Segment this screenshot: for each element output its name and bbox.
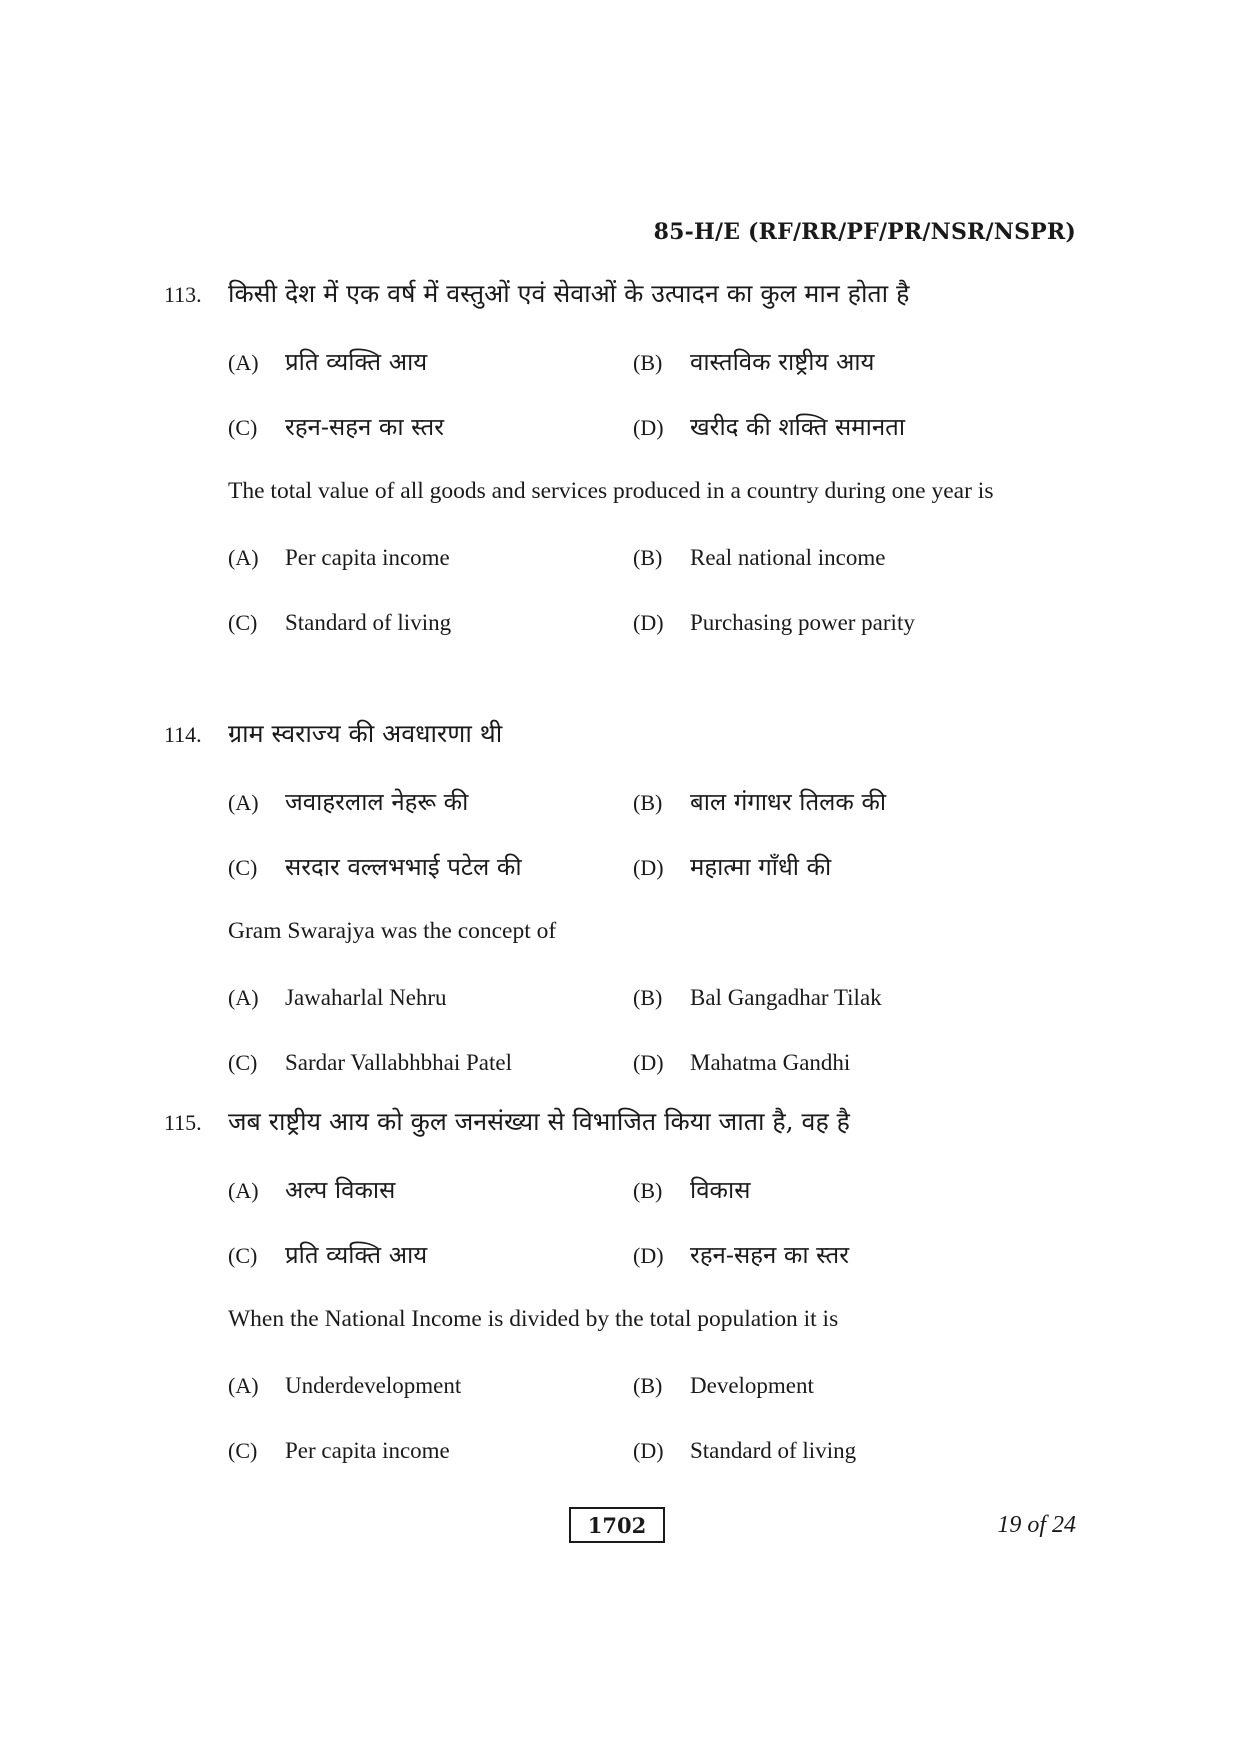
question-number: 115. bbox=[164, 1110, 202, 1135]
question-114 bbox=[164, 716, 1084, 1095]
option-b-english: (B) Real national income bbox=[633, 544, 886, 570]
option-c-english: (C) Per capita income bbox=[228, 1437, 450, 1463]
question-text-english: Gram Swarajya was the concept of bbox=[228, 918, 557, 944]
option-a-hindi: (A) अल्प विकास bbox=[228, 1176, 396, 1204]
paper-code: 85-H/E (RF/RR/PF/PR/NSR/NSPR) bbox=[653, 219, 1076, 245]
question-text-hindi: जब राष्ट्रीय आय को कुल जनसंख्या से विभाजित किया जाता है, वह है bbox=[228, 1107, 850, 1136]
option-a-english: (A) Underdevelopment bbox=[228, 1372, 462, 1398]
question-text-english: The total value of all goods and services produced in a country during one year is bbox=[228, 478, 994, 504]
option-b-english: (B) Development bbox=[633, 1372, 814, 1398]
question-113 bbox=[164, 276, 1084, 655]
option-d-english: (D) Purchasing power parity bbox=[633, 609, 915, 635]
option-b-hindi: (B) विकास bbox=[633, 1176, 751, 1204]
question-number: 114. bbox=[164, 722, 202, 747]
option-a-english: (A) Jawaharlal Nehru bbox=[228, 984, 447, 1010]
option-b-hindi: (B) बाल गंगाधर तिलक की bbox=[633, 788, 887, 816]
question-number: 113. bbox=[164, 282, 202, 307]
option-a-hindi: (A) जवाहरलाल नेहरू की bbox=[228, 788, 469, 816]
option-c-hindi: (C) सरदार वल्लभभाई पटेल की bbox=[228, 853, 522, 881]
option-b-hindi: (B) वास्तविक राष्ट्रीय आय bbox=[633, 348, 875, 376]
option-c-hindi: (C) प्रति व्यक्ति आय bbox=[228, 1241, 428, 1269]
option-c-hindi: (C) रहन-सहन का स्तर bbox=[228, 413, 445, 441]
option-a-hindi: (A) प्रति व्यक्ति आय bbox=[228, 348, 428, 376]
option-c-english: (C) Sardar Vallabhbhai Patel bbox=[228, 1049, 512, 1075]
question-115 bbox=[164, 1104, 1084, 1483]
option-d-english: (D) Mahatma Gandhi bbox=[633, 1049, 851, 1075]
option-b-english: (B) Bal Gangadhar Tilak bbox=[633, 984, 882, 1010]
question-text-hindi: किसी देश में एक वर्ष में वस्तुओं एवं सेवाओं के उत्पादन का कुल मान होता है bbox=[228, 279, 910, 308]
page-number: 19 of 24 bbox=[997, 1512, 1076, 1538]
option-c-english: (C) Standard of living bbox=[228, 609, 452, 635]
option-a-english: (A) Per capita income bbox=[228, 544, 450, 570]
option-d-hindi: (D) रहन-सहन का स्तर bbox=[633, 1241, 850, 1269]
option-d-english: (D) Standard of living bbox=[633, 1437, 857, 1463]
option-d-hindi: (D) महात्मा गाँधी की bbox=[633, 853, 832, 881]
question-text-english: When the National Income is divided by the total population it is bbox=[228, 1306, 839, 1332]
booklet-code-box: 1702 bbox=[569, 1507, 665, 1543]
option-d-hindi: (D) खरीद की शक्ति समानता bbox=[633, 413, 906, 441]
question-text-hindi: ग्राम स्वराज्य की अवधारणा थी bbox=[228, 719, 503, 748]
